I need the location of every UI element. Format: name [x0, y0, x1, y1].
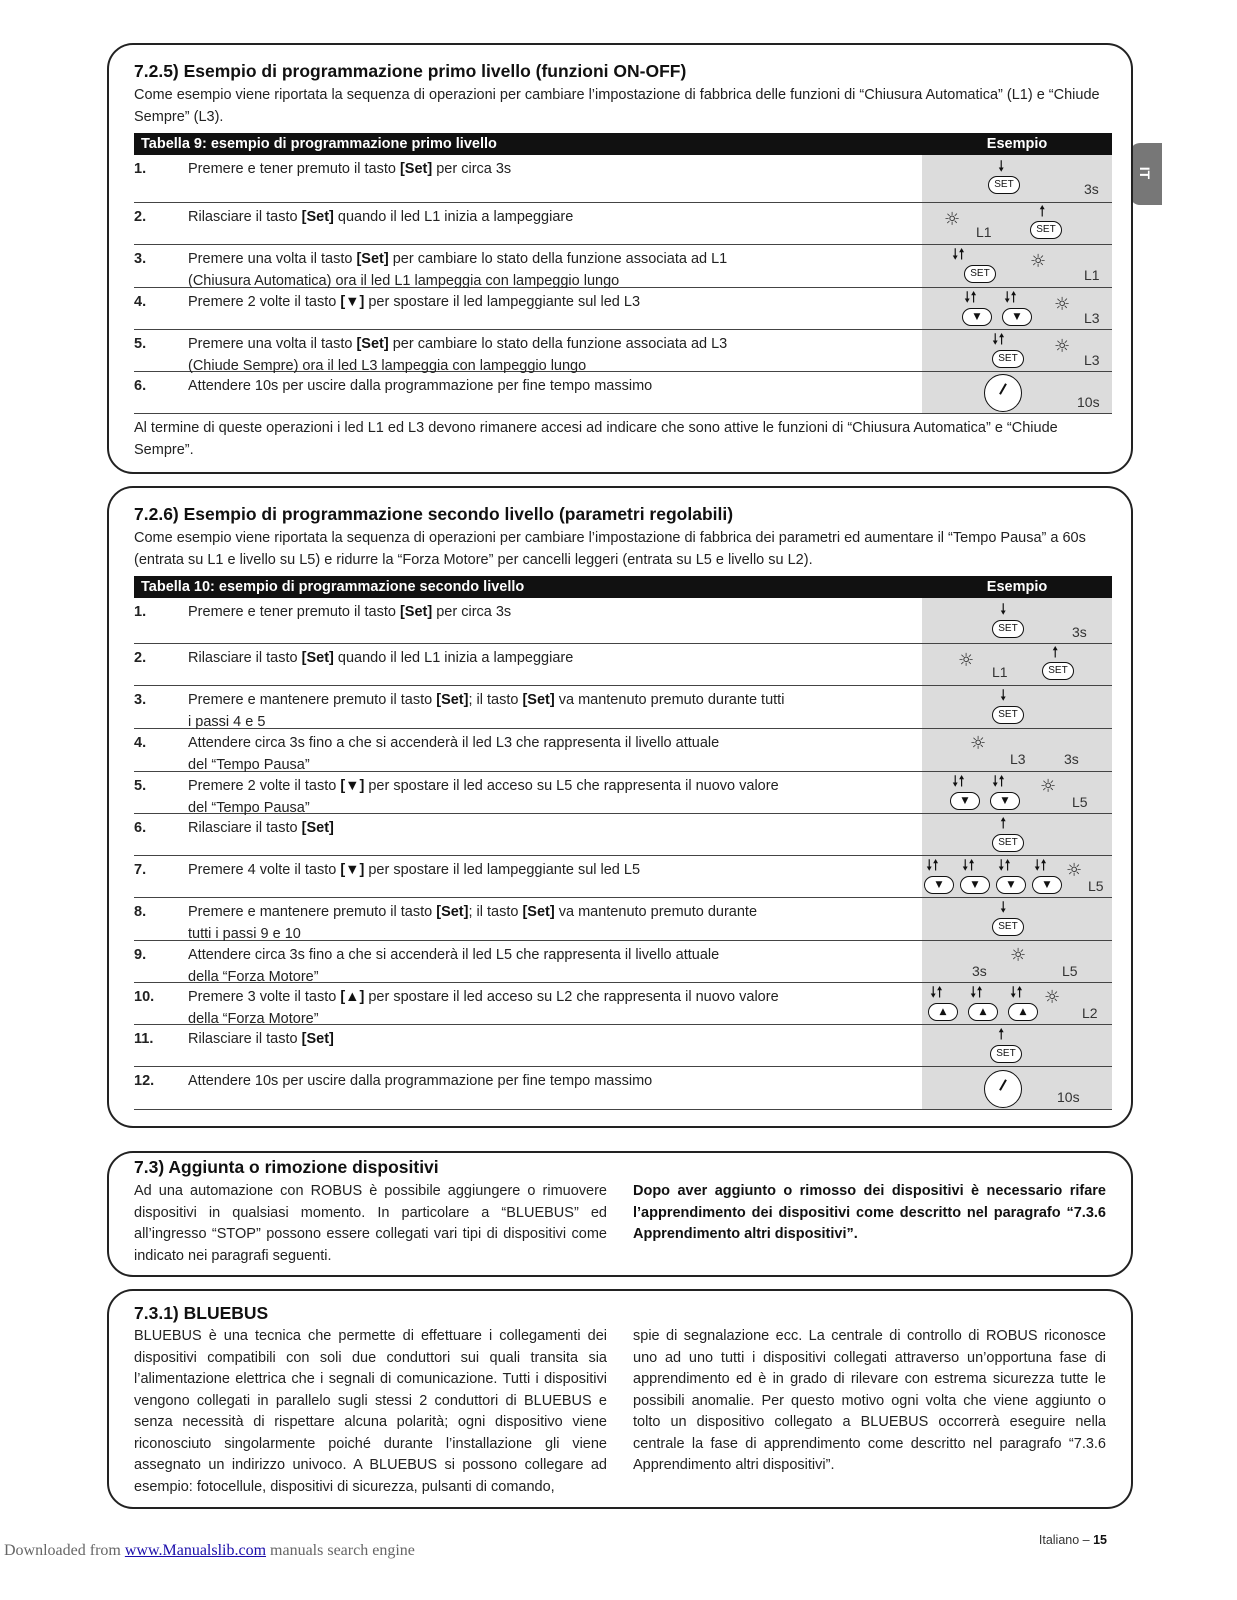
arrow-down-up-icon: 🠗🠕 — [1034, 856, 1047, 874]
set-key-icon: SET — [992, 620, 1024, 638]
example-cell: 🠗🠕 ▼ 🠗🠕 ▼ 🠗🠕 ▼ 🠗🠕 ▼ ☼ L5 — [922, 856, 1112, 897]
down-key-icon: ▼ — [996, 876, 1026, 894]
table-row: 5. Premere 2 volte il tasto [▼] per spostare il led acceso su L5 che rappresenta il nuovo valore del “Tempo Pausa” 🠗🠕 ▼ 🠗🠕 ▼ ☼ L5 — [134, 772, 1112, 814]
example-cell — [922, 898, 1112, 940]
table-row: 4. Attendere circa 3s fino a che si accenderà il led L3 che rappresenta il livello attuale del “Tempo Pausa” ☼ L3 3s — [134, 729, 1112, 772]
download-banner: Downloaded from www.Manualslib.com manuals search engine — [4, 1542, 415, 1559]
section-title: 7.2.5) Esempio di programmazione primo livello (funzioni ON-OFF) — [134, 61, 687, 81]
table-row: 10. Premere 3 volte il tasto [▲] per spostare il led acceso su L2 che rappresenta il nuovo valore della “Forza Motore” 🠗🠕 ▲ 🠗🠕 ▲ 🠗🠕 ▲ ☼ L2 — [134, 983, 1112, 1025]
table-row: 3. Premere e mantenere premuto il tasto [Set]; il tasto [Set] va mantenuto premuto durante tutti i passi 4 e 5 🠗 SET — [134, 686, 1112, 729]
example-cell: 3s ☼ L5 — [922, 941, 1112, 982]
section-title: 7.3) Aggiunta o rimozione dispositivi — [134, 1157, 439, 1177]
manualslib-link[interactable]: www.Manualslib.com — [124, 1542, 267, 1559]
example-cell: ☼ L1 🠕 SET — [922, 203, 1112, 244]
arrow-down-icon: 🠗 — [1000, 600, 1007, 618]
table-row: 11. Rilasciare il tasto [Set] 🠕 SET — [134, 1025, 1112, 1067]
set-key-icon: SET — [1030, 221, 1062, 239]
arrow-down-icon: 🠗 — [1000, 686, 1007, 704]
table-row: 7. Premere 4 volte il tasto [▼] per spostare il led lampeggiante sul led L5 🠗🠕 ▼ 🠗🠕 ▼ 🠗🠕 ▼ 🠗🠕 ▼ ☼ L5 — [134, 856, 1112, 898]
table-row: 3. Premere una volta il tasto [Set] per cambiare lo stato della funzione associata ad L1 (Chiusura Automatica) ora il led L1 lampeggia con lampeggio lungo 🠗🠕 SET ☼ L1 — [134, 245, 1112, 288]
example-cell: 🠗🠕 ▼ 🠗🠕 ▼ ☼ L3 — [922, 288, 1112, 329]
led-on-icon: ☼ — [970, 733, 987, 754]
example-cell — [922, 686, 1112, 728]
example-cell: 🠗 SET 3s — [922, 598, 1112, 643]
down-key-icon: ▼ — [1032, 876, 1062, 894]
section-73 — [107, 1151, 1133, 1277]
section-intro: Come esempio viene riportata la sequenza di operazioni per cambiare l’impostazione di fabbrica delle funzioni di “Chiusura Automatica” (L1) e “Chiude Sempre” (L3). — [134, 87, 1100, 125]
table-header: Tabella 9: esempio di programmazione primo livello Esempio — [134, 133, 1112, 155]
section-body-right: spie di segnalazione ecc. La centrale di controllo di ROBUS riconosce uno ad uno tutti i dispositivi collegati attraverso un’opportuna fase di apprendimento ed è in grado di rilevare con estrema sicurezza tutte le possibili anomalie. Per questo motivo ogni volta che viene aggiunto o tolto un dispositivo collegato a BLUEBUS occorrerà eseguire nella centrale la fase di apprendimento come descritto nel paragrafo “7.3.6 Apprendimento altri dispositivi”. — [633, 1328, 1106, 1473]
example-cell: 10s — [922, 372, 1112, 413]
arrow-down-up-icon: 🠗🠕 — [962, 856, 975, 874]
arrow-down-up-icon: 🠗🠕 — [992, 330, 1005, 348]
down-key-icon: ▼ — [990, 792, 1020, 810]
led-blink-icon: ☼ — [1054, 294, 1071, 315]
led-on-icon: ☼ — [1040, 776, 1057, 797]
set-key-icon: SET — [992, 706, 1024, 724]
clock-icon — [984, 1070, 1022, 1108]
set-key-icon: SET — [990, 1045, 1022, 1063]
page-footer: Italiano – 15 — [1038, 1533, 1107, 1547]
table-row: 1. Premere e tener premuto il tasto [Set] per circa 3s 🠗 SET 3s — [134, 598, 1112, 644]
up-key-icon: ▲ — [968, 1003, 998, 1021]
arrow-up-icon: 🠕 — [1000, 814, 1007, 832]
example-cell: 🠗 SET 3s — [922, 155, 1112, 202]
example-cell: 🠗🠕 SET ☼ L1 — [922, 245, 1112, 287]
led-blink-icon: ☼ — [958, 650, 975, 671]
example-cell: ☼ L3 3s — [922, 729, 1112, 771]
section-title: 7.3.1) BLUEBUS — [134, 1303, 269, 1323]
led-on-icon: ☼ — [1044, 987, 1061, 1008]
arrow-down-up-icon: 🠗🠕 — [998, 856, 1011, 874]
language-tab: IT — [1130, 143, 1162, 205]
down-key-icon: ▼ — [950, 792, 980, 810]
arrow-down-icon: 🠗 — [1000, 898, 1007, 916]
example-cell: 🠗🠕 ▲ 🠗🠕 ▲ 🠗🠕 ▲ ☼ L2 — [922, 983, 1112, 1024]
arrow-down-up-icon: 🠗🠕 — [992, 772, 1005, 790]
table-9 — [134, 133, 1112, 414]
arrow-down-up-icon: 🠗🠕 — [926, 856, 939, 874]
section-title: 7.2.6) Esempio di programmazione secondo livello (parametri regolabili) — [134, 504, 734, 524]
example-cell: 🠗🠕 ▼ 🠗🠕 ▼ ☼ L5 — [922, 772, 1112, 813]
table-note: Al termine di queste operazioni i led L1 ed L3 devono rimanere accesi ad indicare che sono attive le funzioni di “Chiusura Automatica” e “Chiude Sempre”. — [134, 420, 1058, 458]
arrow-down-up-icon: 🠗🠕 — [1010, 983, 1023, 1001]
arrow-up-icon: 🠕 — [1039, 202, 1046, 220]
arrow-down-up-icon: 🠗🠕 — [930, 983, 943, 1001]
arrow-down-up-icon: 🠗🠕 — [970, 983, 983, 1001]
example-cell: 10s — [922, 1067, 1112, 1109]
set-key-icon: SET — [992, 918, 1024, 936]
arrow-down-icon: 🠗 — [998, 157, 1005, 175]
table-row: 2. Rilasciare il tasto [Set] quando il led L1 inizia a lampeggiare ☼ L1 🠕 SET — [134, 203, 1112, 245]
down-key-icon: ▼ — [960, 876, 990, 894]
section-731 — [107, 1289, 1133, 1509]
table-row: 4. Premere 2 volte il tasto [▼] per spostare il led lampeggiante sul led L3 🠗🠕 ▼ 🠗🠕 ▼ ☼ L3 — [134, 288, 1112, 330]
table-row: 6. Attendere 10s per uscire dalla programmazione per fine tempo massimo 10s — [134, 372, 1112, 414]
section-body-left: Ad una automazione con ROBUS è possibile aggiungere o rimuovere dispositivi in qualsiasi momento. In particolare a “BLUEBUS” ed all’ingresso “STOP” possono essere collegati vari tipi di dispositivi come indicato nei paragrafi seguenti. — [134, 1183, 607, 1264]
clock-icon — [984, 374, 1022, 412]
section-body-left: BLUEBUS è una tecnica che permette di effettuare i collegamenti dei dispositivi compatibili con soli due conduttori sui quali transita sia l’alimentazione elettrica che i segnali di comunicazione. Tutti i dispositivi vengono collegati in parallelo sugli stessi 2 conduttori di BLUEBUS e senza necessità di rispettare alcuna polarità; ogni dispositivo viene riconosciuto singolarmente poiché durante l’installazione gli viene assegnato un indirizzo univoco. A BLUEBUS si possono collegare ad esempio: fotocellule, dispositivi di sicurezza, pulsanti di comando, — [134, 1328, 607, 1495]
set-key-icon: SET — [992, 834, 1024, 852]
arrow-up-icon: 🠕 — [998, 1025, 1005, 1043]
down-key-icon: ▼ — [924, 876, 954, 894]
section-725 — [107, 43, 1133, 474]
arrow-down-up-icon: 🠗🠕 — [964, 288, 977, 306]
section-body-right: Dopo aver aggiunto o rimosso dei dispositivi è necessario rifare l’apprendimento dei dispositivi come descritto nel paragrafo “7.3.6 Apprendimento altri dispositivi”. — [633, 1183, 1106, 1242]
led-on-icon: ☼ — [1010, 945, 1027, 966]
table-row: 6. Rilasciare il tasto [Set] 🠕 SET — [134, 814, 1112, 856]
up-key-icon: ▲ — [1008, 1003, 1038, 1021]
set-key-icon: SET — [988, 176, 1020, 194]
up-key-icon: ▲ — [928, 1003, 958, 1021]
example-cell: 🠗🠕 SET ☼ L3 — [922, 330, 1112, 371]
led-blink-icon: ☼ — [1066, 860, 1083, 881]
example-cell — [922, 1025, 1112, 1066]
table-row: 8. Premere e mantenere premuto il tasto [Set]; il tasto [Set] va mantenuto premuto durante tutti i passi 9 e 10 🠗 SET — [134, 898, 1112, 941]
down-key-icon: ▼ — [1002, 308, 1032, 326]
arrow-down-up-icon: 🠗🠕 — [952, 245, 965, 263]
set-key-icon: SET — [992, 350, 1024, 368]
arrow-up-icon: 🠕 — [1052, 643, 1059, 661]
table-row: 1. Premere e tener premuto il tasto [Set] per circa 3s 🠗 SET 3s — [134, 155, 1112, 203]
led-blink-icon: ☼ — [1030, 251, 1047, 272]
set-key-icon: SET — [1042, 662, 1074, 680]
led-blink-icon: ☼ — [944, 209, 961, 230]
example-cell: ☼ L1 🠕 SET — [922, 644, 1112, 685]
table-header: Tabella 10: esempio di programmazione secondo livello Esempio — [134, 576, 1112, 598]
page-number: 15 — [1093, 1533, 1107, 1547]
led-blink-icon: ☼ — [1054, 336, 1071, 357]
arrow-down-up-icon: 🠗🠕 — [952, 772, 965, 790]
table-row: 12. Attendere 10s per uscire dalla programmazione per fine tempo massimo 10s — [134, 1067, 1112, 1110]
table-10 — [134, 576, 1112, 1110]
section-726 — [107, 486, 1133, 1128]
down-key-icon: ▼ — [962, 308, 992, 326]
table-row: 2. Rilasciare il tasto [Set] quando il led L1 inizia a lampeggiare ☼ L1 🠕 SET — [134, 644, 1112, 686]
example-cell — [922, 814, 1112, 855]
arrow-down-up-icon: 🠗🠕 — [1004, 288, 1017, 306]
table-row: 5. Premere una volta il tasto [Set] per cambiare lo stato della funzione associata ad L3 (Chiude Sempre) ora il led L3 lampeggia con lampeggio lungo 🠗🠕 SET ☼ L3 — [134, 330, 1112, 372]
section-intro: Come esempio viene riportata la sequenza di operazioni per cambiare l’impostazione di fabbrica dei parametri ed aumentare il “Tempo Pausa” a 60s (entrata su L1 e livello su L5) e ridurre la “Forza Motore” per cancelli leggeri (entrata su L5 e livello su L2). — [134, 530, 1086, 568]
set-key-icon: SET — [964, 265, 996, 283]
table-row: 9. Attendere circa 3s fino a che si accenderà il led L5 che rappresenta il livello attuale della “Forza Motore” 3s ☼ L5 — [134, 941, 1112, 983]
